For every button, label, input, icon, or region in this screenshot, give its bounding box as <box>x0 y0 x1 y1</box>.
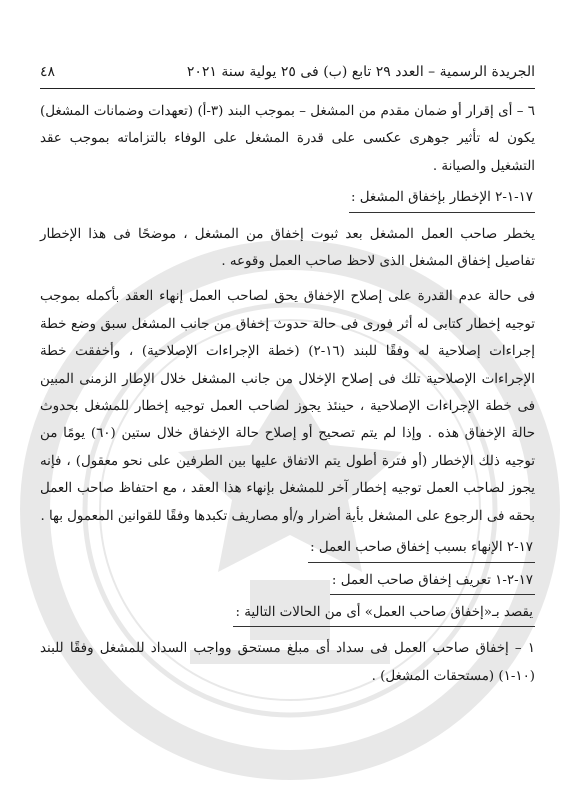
running-title: الجريدة الرسمية – العدد ٢٩ تابع (ب) فى ٢٥ يولية سنة ٢٠٢١ <box>186 64 535 80</box>
clause-item-1: ١ – إخفاق صاحب العمل فى سداد أى مبلغ مستحق وواجب السداد للمشغل وفقًا للبند (١٠-١) (مستحقات المشغل) . <box>40 641 535 684</box>
paragraph-failure-remedy: فى حالة عدم القدرة على إصلاح الإخفاق يحق لصاحب العمل إنهاء العقد بأكمله بموجب توجيه إخطار كتابى له أثر فورى فى حالة حدوث إخفاق من جانب المشغل سبق وضع خطة إجراءات إصلاحية له وفقًا للبند (١٦-٢) (خطة الإجراءات الإصلاحية) ، وأخفقت خطة الإجراءات الإصلاحية تلك فى إصلاح الإخلال من جانب المشغل خلال الإطار الزمنى المبين فى خطة الإجراءات الإصلاحية ، حينئذ يجوز لصاحب العمل توجيه إخطار للمشغل بحدوث حالة الإخفاق هذه . وإذا لم يتم تصحيح أو إصلاح حالة الإخفاق خلال ستين (٦٠) يومًا من توجيه ذلك الإخطار (أو فترة أطول يتم الاتفاق عليها بين الطرفين على نحو معقول) ، فإنه يجوز لصاحب العمل توجيه إخطار آخر للمشغل بإنهاء هذا العقد ، مع احتفاظ صاحب العمل بحقه فى الرجوع على المشغل بأية أضرار و/أو مصاريف تكبدها وفقًا للقوانين المعمول بها . <box>40 289 535 524</box>
definition-line: يقصد بـ«إخفاق صاحب العمل» أى من الحالات التالية : <box>233 599 535 627</box>
header-rule <box>40 88 535 89</box>
paragraph-notice: يخطر صاحب العمل المشغل بعد ثبوت إخفاق من المشغل ، موضحًا فى هذا الإخطار تفاصيل إخفاق المشغل الذى لاحظ صاحب العمل وقوعه . <box>40 226 535 270</box>
section-heading-17-1-2: ١٧-١-٢ الإخطار بإخفاق المشغل : <box>349 184 535 212</box>
section-heading-17-2: ١٧-٢ الإنهاء بسبب إخفاق صاحب العمل : <box>308 534 535 562</box>
page-header <box>40 58 535 86</box>
section-heading-17-2-1: ١٧-٢-١ تعريف إخفاق صاحب العمل : <box>330 567 535 595</box>
page-number: ٤٨ <box>40 64 56 80</box>
clause-item-6: ٦ – أى إقرار أو ضمان مقدم من المشغل – بموجب البند (٣-أ) (تعهدات وضمانات المشغل) يكون له تأثير جوهرى عكسى على قدرة المشغل على الوفاء بالتزاماته بموجب عقد التشغيل والصيانة . <box>40 104 535 174</box>
document-body <box>40 98 535 690</box>
